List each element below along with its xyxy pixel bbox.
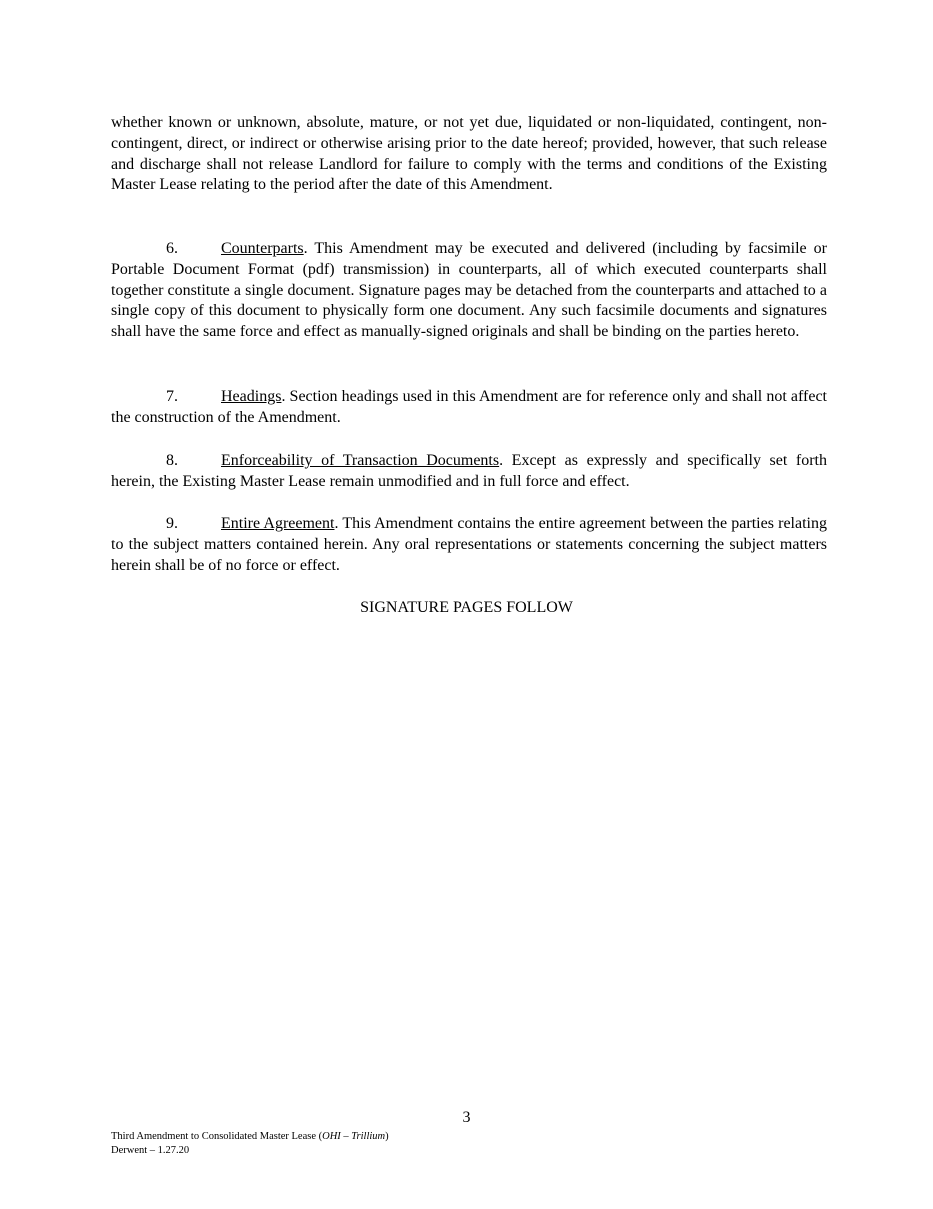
section-8-text: Except as expressly and specifically set forth herein, the Existing Master Lease remain unmodified and in full force and effect. [111, 452, 827, 490]
section-7-heading: Headings [221, 388, 282, 405]
section-6-paragraph [111, 239, 827, 343]
section-7-paragraph [111, 387, 827, 429]
section-8-heading: Enforceability of Transaction Documents [221, 452, 500, 469]
section-9-number: 9. [166, 515, 178, 532]
page-number: 3 [462, 1109, 471, 1126]
section-8-heading-punct: . [499, 452, 504, 469]
section-6-heading-punct: . [303, 240, 308, 257]
section-7-number: 7. [166, 388, 178, 405]
document-footer [111, 1130, 389, 1157]
section-9-paragraph [111, 514, 827, 576]
footer-title-prefix: Third Amendment to Consolidated Master Lease ( [111, 1131, 323, 1142]
section-9-text: This Amendment contains the entire agreement between the parties relating to the subject matters contained herein. Any oral representations or statements concerning the subject matters herein shall be of no force or effect. [111, 515, 827, 574]
section-8-paragraph [111, 451, 827, 493]
section-6-number: 6. [166, 240, 178, 257]
footer-title-line [111, 1130, 389, 1144]
continuation-paragraph: whether known or unknown, absolute, mature, or not yet due, liquidated or non-liquidated, contingent, non-contingent, direct, or indirect or otherwise arising prior to the date hereof; provided, however, that such release and discharge shall not release Landlord for failure to comply with the terms and conditions of the Existing Master Lease relating to the period after the date of this Amendment. [111, 114, 827, 194]
section-9-heading-punct: . [334, 515, 339, 532]
footer-title-suffix: ) [385, 1131, 389, 1142]
footer-title-italic: OHI – Trillium [322, 1131, 386, 1142]
footer-version-line: Derwent – 1.27.20 [111, 1144, 190, 1156]
section-8-number: 8. [166, 452, 178, 469]
section-7-text: Section headings used in this Amendment are for reference only and shall not affect the construction of the Amendment. [111, 388, 827, 426]
section-9-heading: Entire Agreement [221, 515, 335, 532]
signature-pages-notice: SIGNATURE PAGES FOLLOW [360, 599, 573, 616]
section-7-heading-punct: . [281, 388, 286, 405]
section-6-text: This Amendment may be executed and delivered (including by facsimile or Portable Document Format (pdf) transmission) in counterparts, all of which executed counterparts shall together constitute a single document. Signature pages may be detached from the counterparts and attached to a single copy of this document to physically form one document. Any such facsimile documents and signatures shall have the same force and effect as manually-signed originals and shall be binding on the parties hereto. [111, 240, 827, 341]
section-6-heading: Counterparts [221, 240, 304, 257]
